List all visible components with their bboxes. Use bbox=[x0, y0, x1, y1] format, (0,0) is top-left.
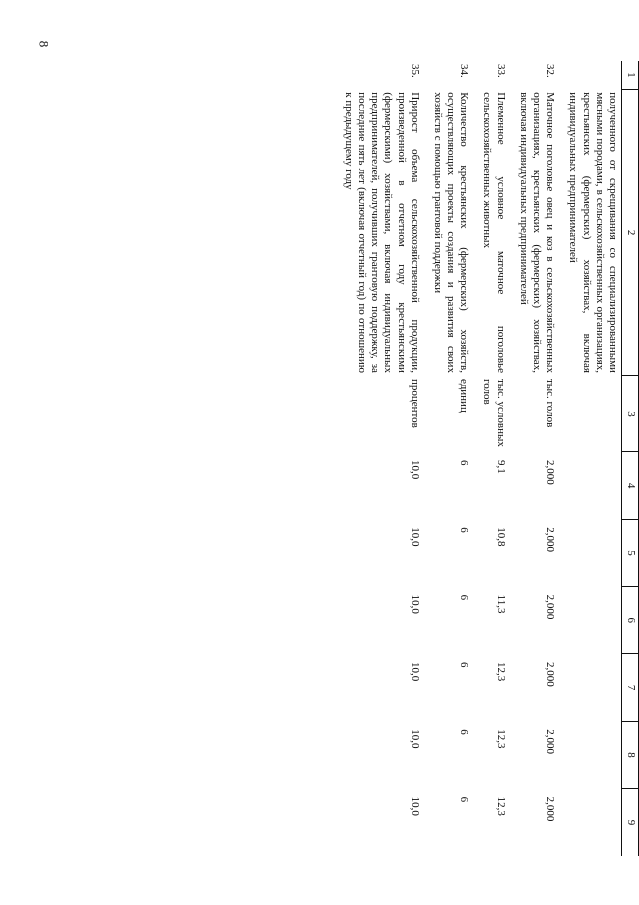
value-cell: 10,0 bbox=[408, 594, 421, 614]
value-cell: 10,8 bbox=[494, 527, 507, 547]
value-cell: 2,000 bbox=[544, 594, 557, 620]
indicator-name: полученного от скрещивания со специализированными мясными породами, в сельскохозяйственных организациях, крестьянских (фермерских) хозяйствах, включая индивидуальных предпринимателей bbox=[567, 92, 619, 373]
value-cell: 6 bbox=[458, 796, 471, 803]
indicator-table bbox=[338, 61, 639, 856]
table-row bbox=[338, 61, 427, 856]
unit-cell bbox=[562, 376, 621, 452]
table-row bbox=[476, 61, 512, 856]
page-number: 8 bbox=[36, 40, 52, 48]
value-cell: 2,000 bbox=[544, 729, 557, 755]
value-cell: 2,000 bbox=[544, 527, 557, 553]
value-cell: 6 bbox=[458, 459, 471, 466]
indicator-name: Количество крестьянских (фермерских) хозяйств, осуществляющих проекты создания и развития своих хозяйств с помощью грантовой поддержки bbox=[431, 92, 471, 373]
value-cell: 10,0 bbox=[408, 729, 421, 749]
header-row bbox=[622, 61, 639, 856]
value-cell: 10,0 bbox=[408, 527, 421, 547]
value-cell: 2,000 bbox=[544, 459, 557, 485]
indicator-name: Племенное условное маточное поголовье сельскохозяйственных животных bbox=[481, 92, 507, 373]
value-cell: 2,000 bbox=[544, 661, 557, 687]
column-header: 8 bbox=[622, 721, 639, 788]
value-cell: 12,3 bbox=[494, 796, 507, 816]
rotated-table-sheet bbox=[111, 61, 639, 856]
value-cell bbox=[562, 587, 621, 654]
table-row bbox=[513, 61, 563, 856]
value-cell bbox=[562, 654, 621, 721]
indicator-name: Маточное поголовье овец и коз в сельскохозяйственных организациях, крестьянских (фермерских) хозяйствах, включая индивидуальных предпринимателей bbox=[517, 92, 557, 373]
value-cell: 10,0 bbox=[408, 459, 421, 480]
value-cell: 9,1 bbox=[494, 459, 507, 474]
unit-cell: тыс. голов bbox=[544, 378, 557, 428]
value-cell bbox=[562, 721, 621, 788]
value-cell: 12,3 bbox=[494, 729, 507, 749]
value-cell: 12,3 bbox=[494, 661, 507, 682]
column-header: 1 bbox=[622, 61, 639, 89]
value-cell: 6 bbox=[458, 729, 471, 735]
value-cell: 6 bbox=[458, 594, 471, 601]
value-cell: 10,0 bbox=[408, 661, 421, 682]
row-number: 34. bbox=[458, 64, 471, 78]
value-cell: 2,000 bbox=[544, 796, 557, 822]
row-number bbox=[562, 61, 621, 89]
value-cell: 6 bbox=[458, 661, 471, 668]
indicator-name: Прирост объема сельскохозяйственной продукции, произведенной в отчетном году крестьянскими (фермерскими) хозяйствами, включая индивидуальных предпринимателей, получивших грантовую поддержку, за последние пять лет (включая отчетный год) по отношению к предыдущему году bbox=[342, 92, 421, 373]
unit-cell: тыс. условных голов bbox=[481, 378, 507, 447]
value-cell bbox=[562, 519, 621, 586]
column-header: 6 bbox=[622, 587, 639, 654]
row-number: 33. bbox=[494, 64, 507, 78]
column-header: 9 bbox=[622, 789, 639, 856]
unit-cell: процентов bbox=[408, 378, 421, 428]
value-cell bbox=[562, 452, 621, 519]
table-row bbox=[562, 61, 621, 856]
column-header: 2 bbox=[622, 89, 639, 376]
value-cell bbox=[562, 789, 621, 856]
column-header: 7 bbox=[622, 654, 639, 721]
table-row bbox=[427, 61, 477, 856]
column-header: 5 bbox=[622, 519, 639, 586]
value-cell: 10,0 bbox=[408, 796, 421, 816]
value-cell: 11,3 bbox=[494, 594, 507, 614]
row-number: 35. bbox=[408, 64, 421, 78]
value-cell: 6 bbox=[458, 527, 471, 533]
unit-cell: единиц bbox=[458, 378, 471, 413]
column-header: 3 bbox=[622, 376, 639, 452]
column-header: 4 bbox=[622, 452, 639, 519]
row-number: 32. bbox=[544, 64, 557, 78]
